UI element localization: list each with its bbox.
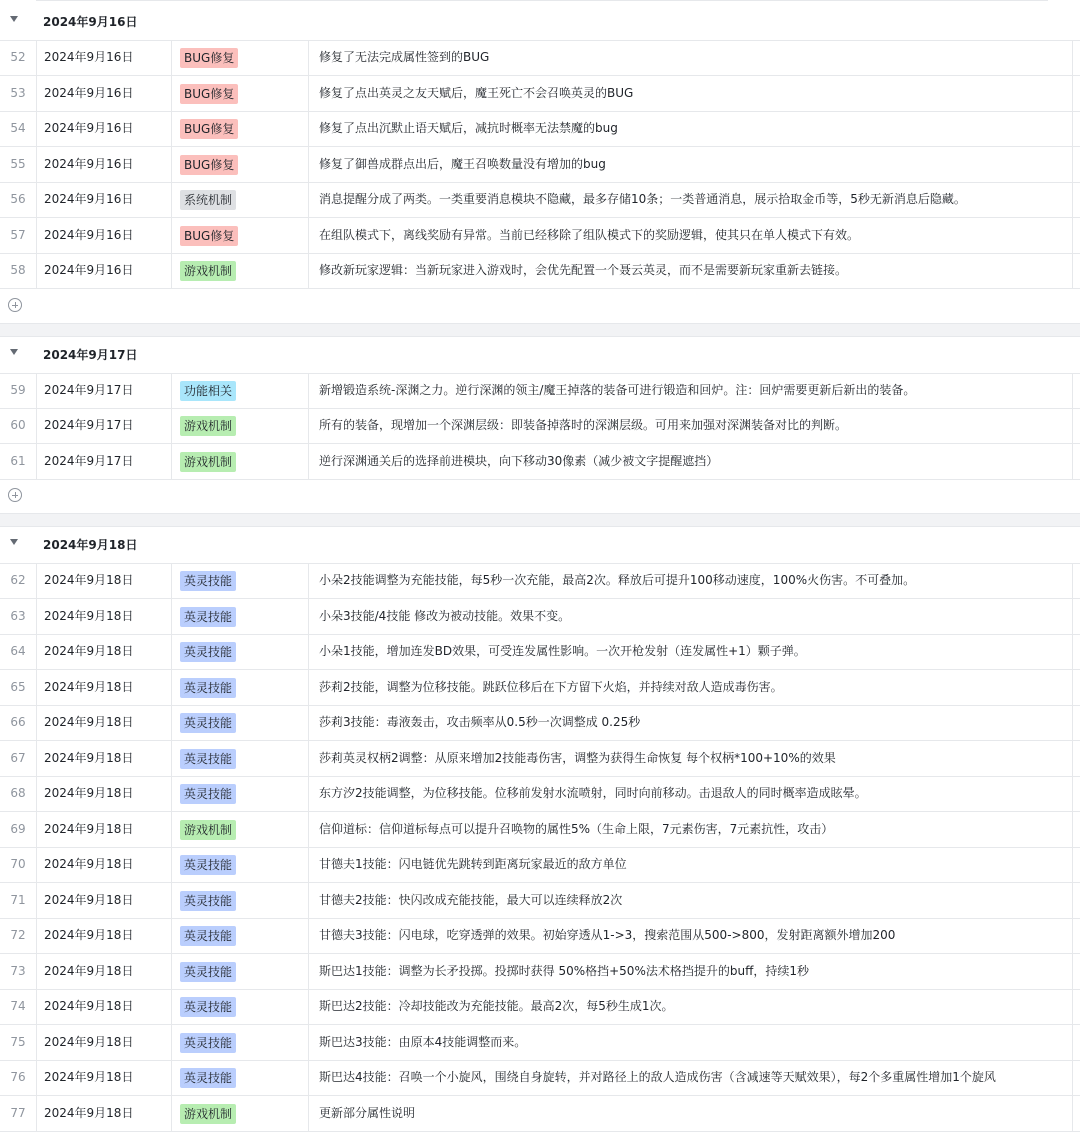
table-row[interactable] <box>0 76 1080 112</box>
table-row[interactable] <box>0 563 1080 599</box>
description-cell[interactable]: 小朵2技能调整为充能技能，每5秒一次充能，最高2次。释放后可提升100移动速度，100%火伤害。不可叠加。 <box>308 563 1073 598</box>
date-cell[interactable]: 2024年9月18日 <box>36 705 171 740</box>
description-cell[interactable]: 斯巴达1技能：调整为长矛投掷。投掷时获得 50%格挡+50%法术格挡提升的buff，持续1秒 <box>308 954 1073 989</box>
description-cell[interactable]: 莎莉2技能，调整为位移技能。跳跃位移后在下方留下火焰，并持续对敌人造成毒伤害。 <box>308 670 1073 705</box>
category-cell[interactable] <box>171 776 308 811</box>
row-number: 70 <box>10 857 26 871</box>
date-cell[interactable]: 2024年9月16日 <box>36 40 171 75</box>
description-cell[interactable]: 东方汐2技能调整，为位移技能。位移前发射水流喷射，同时向前移动。击退敌人的同时概率造成眩晕。 <box>308 776 1073 811</box>
category-cell[interactable] <box>171 218 308 253</box>
row-number: 71 <box>10 893 26 907</box>
row-number: 67 <box>10 751 26 765</box>
row-number: 61 <box>10 454 26 468</box>
description-cell[interactable]: 所有的装备，现增加一个深渊层级：即装备掉落时的深渊层级。可用来加强对深渊装备对比的判断。 <box>308 408 1073 443</box>
description-cell[interactable]: 新增锻造系统-深渊之力。逆行深渊的领主/魔王掉落的装备可进行锻造和回炉。注：回炉需要更新后新出的装备。 <box>308 373 1073 408</box>
row-number: 65 <box>10 680 26 694</box>
row-number: 56 <box>10 192 26 206</box>
table-row[interactable] <box>0 776 1080 812</box>
category-tag: 游戏机制 <box>180 261 236 281</box>
row-number: 62 <box>10 573 26 587</box>
category-cell[interactable] <box>171 670 308 705</box>
description-cell[interactable]: 小朵1技能，增加连发BD效果，可受连发属性影响。一次开枪发射（连发属性+1）颗子弹。 <box>308 634 1073 669</box>
table-row[interactable] <box>0 741 1080 777</box>
category-cell[interactable] <box>171 182 308 217</box>
table-row[interactable] <box>0 253 1080 289</box>
group-header[interactable] <box>0 337 1080 374</box>
add-record-row[interactable] <box>0 289 1080 323</box>
row-number: 73 <box>10 964 26 978</box>
category-tag: 游戏机制 <box>180 416 236 436</box>
description-cell[interactable]: 修复了无法完成属性签到的BUG <box>308 40 1073 75</box>
date-cell[interactable]: 2024年9月17日 <box>36 408 171 443</box>
table-row[interactable] <box>0 111 1080 147</box>
description-cell[interactable]: 莎莉3技能：毒液轰击，攻击频率从0.5秒一次调整成 0.25秒 <box>308 705 1073 740</box>
category-tag: 英灵技能 <box>180 855 236 875</box>
description-cell[interactable]: 逆行深渊通关后的选择前进模块，向下移动30像素（减少被文字提醒遮挡） <box>308 444 1073 479</box>
row-number: 68 <box>10 786 26 800</box>
date-cell[interactable]: 2024年9月18日 <box>36 883 171 918</box>
date-cell[interactable]: 2024年9月18日 <box>36 670 171 705</box>
category-cell[interactable] <box>171 76 308 111</box>
description-cell[interactable]: 更新部分属性说明 <box>308 1096 1073 1131</box>
row-number: 60 <box>10 418 26 432</box>
category-tag: 英灵技能 <box>180 891 236 911</box>
category-cell[interactable] <box>171 444 308 479</box>
category-cell[interactable] <box>171 253 308 288</box>
table-row[interactable] <box>0 954 1080 990</box>
date-cell[interactable]: 2024年9月18日 <box>36 1096 171 1131</box>
table-row[interactable] <box>0 373 1080 409</box>
collapse-caret-icon[interactable] <box>10 16 18 22</box>
category-cell[interactable] <box>171 1025 308 1060</box>
category-tag: 英灵技能 <box>180 1068 236 1088</box>
category-cell[interactable] <box>171 634 308 669</box>
description-cell[interactable]: 小朵3技能/4技能 修改为被动技能。效果不变。 <box>308 599 1073 634</box>
description-cell[interactable]: 甘德夫2技能：快闪改成充能技能，最大可以连续释放2次 <box>308 883 1073 918</box>
description-cell[interactable]: 甘德夫3技能：闪电球，吃穿透弹的效果。初始穿透从1->3，搜索范围从500->800，发射距离额外增加200 <box>308 918 1073 953</box>
table-row[interactable] <box>0 40 1080 76</box>
category-tag: 英灵技能 <box>180 784 236 804</box>
table-row[interactable] <box>0 847 1080 883</box>
category-tag: 系统机制 <box>180 190 236 210</box>
category-cell[interactable] <box>171 883 308 918</box>
date-cell[interactable]: 2024年9月18日 <box>36 634 171 669</box>
category-cell[interactable] <box>171 705 308 740</box>
table-row[interactable] <box>0 812 1080 848</box>
table-row[interactable] <box>0 1096 1080 1132</box>
group-header[interactable] <box>0 527 1080 564</box>
description-cell[interactable]: 修复了点出英灵之友天赋后，魔王死亡不会召唤英灵的BUG <box>308 76 1073 111</box>
row-number: 57 <box>10 228 26 242</box>
category-tag: 游戏机制 <box>180 1104 236 1124</box>
row-number: 64 <box>10 644 26 658</box>
row-number: 66 <box>10 715 26 729</box>
category-tag: 英灵技能 <box>180 607 236 627</box>
table-row[interactable] <box>0 989 1080 1025</box>
category-cell[interactable] <box>171 847 308 882</box>
category-cell[interactable] <box>171 40 308 75</box>
category-tag: 游戏机制 <box>180 452 236 472</box>
category-tag: 英灵技能 <box>180 962 236 982</box>
category-cell[interactable] <box>171 563 308 598</box>
table-row[interactable] <box>0 705 1080 741</box>
description-cell[interactable]: 修复了御兽成群点出后，魔王召唤数量没有增加的bug <box>308 147 1073 182</box>
description-cell[interactable]: 莎莉英灵权柄2调整：从原来增加2技能毒伤害，调整为获得生命恢复 每个权柄*100+10%的效果 <box>308 741 1073 776</box>
row-number: 55 <box>10 157 26 171</box>
row-number: 74 <box>10 999 26 1013</box>
category-cell[interactable] <box>171 599 308 634</box>
category-cell[interactable] <box>171 373 308 408</box>
category-tag: BUG修复 <box>180 84 238 104</box>
description-cell[interactable]: 在组队模式下，离线奖励有异常。当前已经移除了组队模式下的奖励逻辑，使其只在单人模式下有效。 <box>308 218 1073 253</box>
category-tag: 英灵技能 <box>180 1033 236 1053</box>
category-cell[interactable] <box>171 111 308 146</box>
category-tag: 英灵技能 <box>180 997 236 1017</box>
category-tag: 功能相关 <box>180 381 236 401</box>
table-row[interactable] <box>0 408 1080 444</box>
row-number: 52 <box>10 50 26 64</box>
table-row[interactable] <box>0 918 1080 954</box>
table-row[interactable] <box>0 883 1080 919</box>
add-record-icon[interactable] <box>8 298 22 312</box>
top-divider <box>36 0 1048 1</box>
row-number: 58 <box>10 263 26 277</box>
table-row[interactable] <box>0 670 1080 706</box>
category-tag: BUG修复 <box>180 226 238 246</box>
date-cell[interactable]: 2024年9月18日 <box>36 954 171 989</box>
add-record-icon[interactable] <box>8 488 22 502</box>
collapse-caret-icon[interactable] <box>10 349 18 355</box>
collapse-caret-icon[interactable] <box>10 539 18 545</box>
table-row[interactable] <box>0 444 1080 480</box>
description-cell[interactable]: 消息提醒分成了两类。一类重要消息模块不隐藏，最多存储10条；一类普通消息，展示拾取金币等，5秒无新消息后隐藏。 <box>308 182 1073 217</box>
category-cell[interactable] <box>171 918 308 953</box>
category-cell[interactable] <box>171 812 308 847</box>
row-number: 53 <box>10 86 26 100</box>
description-cell[interactable]: 修改新玩家逻辑：当新玩家进入游戏时，会优先配置一个聂云英灵，而不是需要新玩家重新去链接。 <box>308 253 1073 288</box>
category-cell[interactable] <box>171 1060 308 1095</box>
table-row[interactable] <box>0 1060 1080 1096</box>
category-cell[interactable] <box>171 408 308 443</box>
date-cell[interactable]: 2024年9月16日 <box>36 182 171 217</box>
description-cell[interactable]: 斯巴达2技能：冷却技能改为充能技能。最高2次，每5秒生成1次。 <box>308 989 1073 1024</box>
date-cell[interactable]: 2024年9月18日 <box>36 776 171 811</box>
date-cell[interactable]: 2024年9月18日 <box>36 812 171 847</box>
row-number: 72 <box>10 928 26 942</box>
category-cell[interactable] <box>171 741 308 776</box>
table-row[interactable] <box>0 147 1080 183</box>
date-cell[interactable]: 2024年9月17日 <box>36 373 171 408</box>
description-cell[interactable]: 斯巴达4技能：召唤一个小旋风，围绕自身旋转，并对路径上的敌人造成伤害（含减速等天赋效果），每2个多重属性增加1个旋风 <box>308 1060 1073 1095</box>
category-cell[interactable] <box>171 1096 308 1131</box>
row-number: 77 <box>10 1106 26 1120</box>
table-row[interactable] <box>0 634 1080 670</box>
row-number: 63 <box>10 609 26 623</box>
date-cell[interactable]: 2024年9月16日 <box>36 76 171 111</box>
group-header[interactable] <box>0 4 1080 41</box>
category-tag: BUG修复 <box>180 48 238 68</box>
group-title: 2024年9月16日 <box>43 15 138 29</box>
category-tag: 英灵技能 <box>180 749 236 769</box>
group-separator <box>0 513 1080 527</box>
category-tag: BUG修复 <box>180 155 238 175</box>
description-cell[interactable]: 甘德夫1技能：闪电链优先跳转到距离玩家最近的敌方单位 <box>308 847 1073 882</box>
category-cell[interactable] <box>171 147 308 182</box>
date-cell[interactable]: 2024年9月18日 <box>36 741 171 776</box>
category-tag: 英灵技能 <box>180 571 236 591</box>
category-tag: 英灵技能 <box>180 642 236 662</box>
add-record-row[interactable] <box>0 479 1080 513</box>
date-cell[interactable]: 2024年9月18日 <box>36 563 171 598</box>
date-cell[interactable]: 2024年9月18日 <box>36 847 171 882</box>
date-cell[interactable]: 2024年9月18日 <box>36 989 171 1024</box>
category-cell[interactable] <box>171 954 308 989</box>
group-title: 2024年9月18日 <box>43 538 138 552</box>
row-number: 76 <box>10 1070 26 1084</box>
date-cell[interactable]: 2024年9月16日 <box>36 111 171 146</box>
table-row[interactable] <box>0 218 1080 254</box>
group-title: 2024年9月17日 <box>43 347 138 362</box>
date-cell[interactable]: 2024年9月18日 <box>36 1025 171 1060</box>
date-cell[interactable]: 2024年9月16日 <box>36 218 171 253</box>
category-tag: BUG修复 <box>180 119 238 139</box>
category-tag: 游戏机制 <box>180 820 236 840</box>
row-number: 75 <box>10 1035 26 1049</box>
group-separator <box>0 323 1080 337</box>
date-cell[interactable]: 2024年9月18日 <box>36 599 171 634</box>
date-cell[interactable]: 2024年9月18日 <box>36 918 171 953</box>
date-cell[interactable]: 2024年9月18日 <box>36 1060 171 1095</box>
category-tag: 英灵技能 <box>180 926 236 946</box>
row-number: 54 <box>10 121 26 135</box>
date-cell[interactable]: 2024年9月16日 <box>36 147 171 182</box>
category-cell[interactable] <box>171 989 308 1024</box>
description-cell[interactable]: 信仰道标：信仰道标每点可以提升召唤物的属性5%（生命上限，7元素伤害，7元素抗性，攻击） <box>308 812 1073 847</box>
description-cell[interactable]: 修复了点出沉默止语天赋后，减抗时概率无法禁魔的bug <box>308 111 1073 146</box>
date-cell[interactable]: 2024年9月17日 <box>36 444 171 479</box>
row-number: 59 <box>10 383 26 397</box>
category-tag: 英灵技能 <box>180 678 236 698</box>
table-row[interactable] <box>0 182 1080 218</box>
table-row[interactable] <box>0 1025 1080 1061</box>
table-row[interactable] <box>0 599 1080 635</box>
date-cell[interactable]: 2024年9月16日 <box>36 253 171 288</box>
row-number: 69 <box>10 822 26 836</box>
description-cell[interactable]: 斯巴达3技能：由原本4技能调整而来。 <box>308 1025 1073 1060</box>
category-tag: 英灵技能 <box>180 713 236 733</box>
